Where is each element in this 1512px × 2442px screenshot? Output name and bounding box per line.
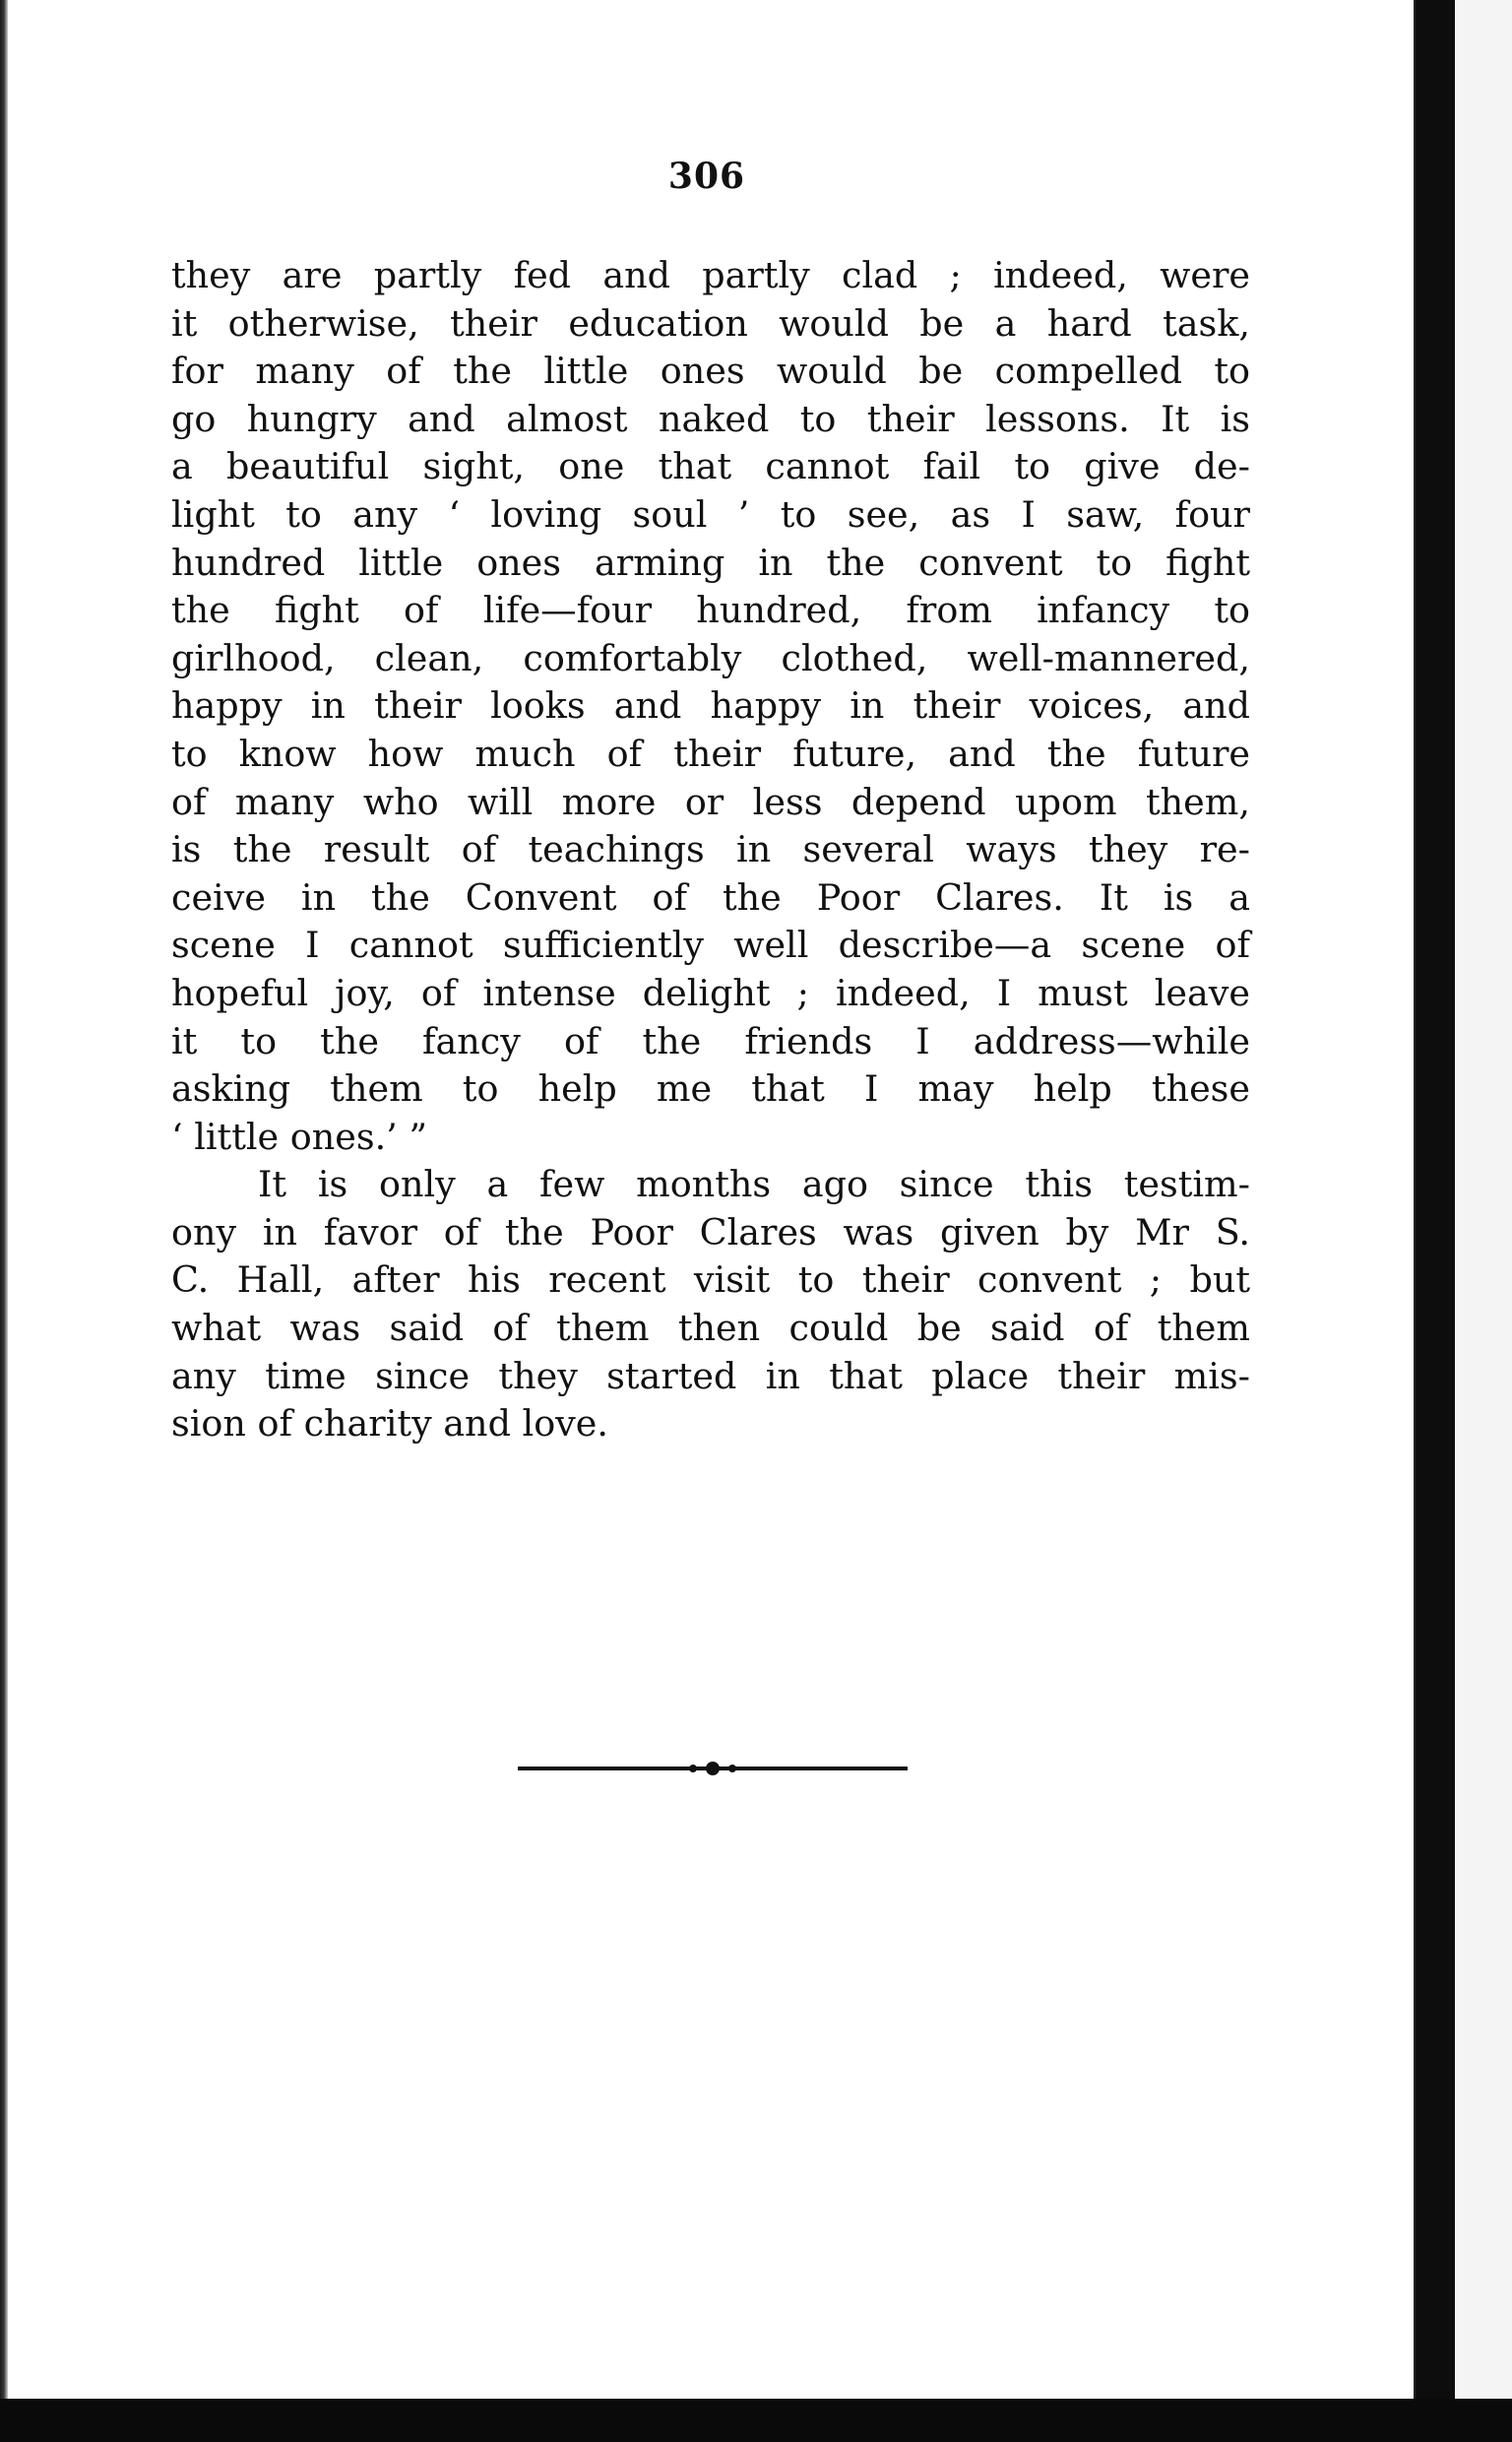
text-line: It is only a few months ago since this testim- (258, 1163, 1250, 1206)
text-line: light to any ‘ loving soul ’ to see, as I saw, four (171, 492, 1250, 536)
text-line: asking them to help me that I may help these (171, 1067, 1250, 1111)
text-line: sion of charity and love. (171, 1402, 609, 1446)
scan-bottom-edge (0, 2399, 1512, 2442)
page-number: 306 (667, 156, 746, 197)
book-page (8, 0, 1416, 2399)
text-line: a beautiful sight, one that cannot fail to give de- (171, 445, 1250, 488)
text-line: happy in their looks and happy in their voices, and (171, 684, 1250, 728)
text-line: they are partly fed and partly clad ; indeed, were (171, 254, 1250, 296)
next-page-edge (1455, 0, 1512, 2442)
text-line: girlhood, clean, comfortably clothed, well-mannered, (171, 636, 1250, 679)
text-line: any time since they started in that place their mis- (171, 1354, 1250, 1397)
text-line: ony in favor of the Poor Clares was given by Mr S. (171, 1210, 1250, 1253)
section-end-ornament (518, 1761, 908, 1776)
text-line: what was said of them then could be said of them (171, 1307, 1250, 1350)
text-line: to know how much of their future, and the future (171, 732, 1250, 775)
text-line: is the result of teachings in several ways they re- (171, 828, 1250, 871)
text-line: scene I cannot sufficiently well describe—a scene of (171, 924, 1250, 967)
text-line: the fight of life—four hundred, from infancy to (171, 589, 1250, 632)
text-line: go hungry and almost naked to their lessons. It is (171, 397, 1250, 440)
text-line: ceive in the Convent of the Poor Clares. It is a (171, 875, 1250, 919)
body-text (171, 252, 1250, 1448)
text-line: for many of the little ones would be compelled to (171, 350, 1250, 393)
text-line: hundred little ones arming in the convent to fight (171, 541, 1250, 584)
text-line: it otherwise, their education would be a hard task, (171, 301, 1250, 345)
text-line: C. Hall, after his recent visit to their convent ; but (171, 1258, 1250, 1302)
text-line: of many who will more or less depend upom them, (171, 780, 1250, 823)
text-line: it to the fancy of the friends I address—while (171, 1019, 1250, 1062)
text-line: ‘ little ones.’ ” (171, 1115, 428, 1158)
text-line: hopeful joy, of intense delight ; indeed, I must leave (171, 971, 1250, 1014)
